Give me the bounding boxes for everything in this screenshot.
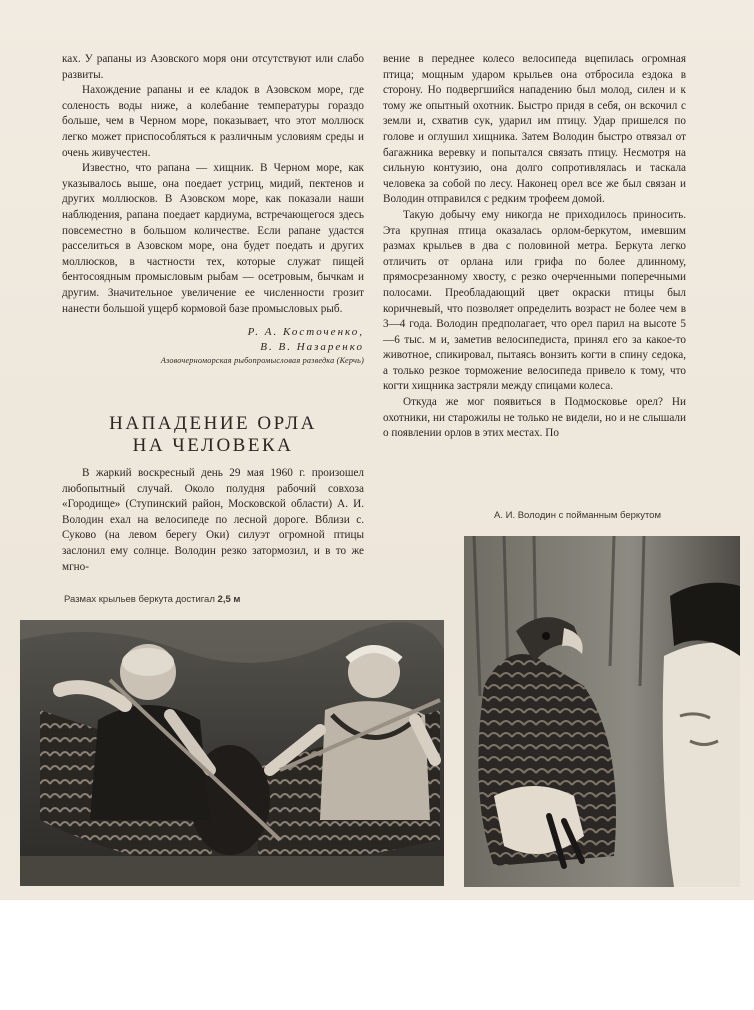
caption-value: 2,5 м <box>217 594 241 605</box>
photo-caption-portrait: А. И. Володин с пойманным беркутом <box>494 510 661 521</box>
article-paragraph: ках. У рапаны из Азовского моря они отсутствуют или слабо развиты. <box>62 53 364 81</box>
article-headline <box>62 413 364 457</box>
headline-line: НА ЧЕЛОВЕКА <box>132 435 294 456</box>
article-paragraph: В жаркий воскресный день 29 мая 1960 г. произошел любопытный случай. Около полудня рабочий совхоза «Городище» (Ступинский район, Московской области) А. И. Володин ехал на велосипеде по лесной дороге. Вблизи с. Суково (на левом берегу Оки) силуэт огромной птицы заслонил ему солнце. Володин резко затормозил, и в то же мгно- <box>62 467 364 573</box>
article-paragraph: Откуда же мог появиться в Подмосковье орел? Ни охотники, ни старожилы не только не видели, но и не слышали о появлении орлов в этих местах. По <box>383 396 686 440</box>
photo-men-with-eagle-wings-image <box>20 620 444 886</box>
photo-man-with-golden-eagle <box>464 536 740 887</box>
caption-text: Размах крыльев беркута достигал <box>64 594 215 605</box>
author-signature: Р. А. Косточенко, <box>247 326 364 339</box>
author-organization: Азовочерноморская рыбопромысловая разведка (Керчь) <box>160 356 364 366</box>
article-paragraph: Нахождение рапаны и ее кладок в Азовском море, где соленость воды ниже, а колебание температуры гораздо больше, чем в Черном море, показывает, что этот моллюск легко может приспособляться к различным условиям среды и очень живучестен. <box>62 84 364 159</box>
page-bottom-margin <box>0 900 754 1010</box>
photo-caption-wingspan <box>64 594 240 606</box>
author-signature: В. В. Назаренко <box>260 341 364 354</box>
headline-line: НАПАДЕНИЕ ОРЛА <box>109 413 317 434</box>
article-rapana-column <box>62 52 364 367</box>
article-paragraph: Такую добычу ему никогда не приходилось приносить. Эта крупная птица оказалась орлом-беркутом, имевшим размах крыльев в два с половиной метра. Беркута легко отличить от орлана или грифа по более длинному, прямосрезанному хвосту, с резко очерченными поперечными полосами. Преобладающий цвет окраски птицы был коричневый, что позволяет определить возраст не более чем в 3—4 года. Володин предполагает, что орел парил на высоте 5—6 тыс. м и, заметив велосипедиста, принял его за какое-то животное, спикировал, пытаясь вонзить когти в спину седока, а только резкое торможение велосипеда привело к тому, что когти хищника застряли между спицами колеса. <box>383 208 686 393</box>
article-eagle-intro <box>62 466 364 575</box>
photo-man-with-golden-eagle-image <box>464 536 740 887</box>
article-paragraph: Известно, что рапана — хищник. В Черном море, как указывалось выше, она поедает устриц, мидий, пектенов и других моллюсков. В Азовском море, как показали наши наблюдения, рапана поедает кардиума, встречающегося здесь повсеместно в большом количестве. Если рапане удастся расселиться в Азовском море, она будет поедать и других моллюсков, в частности тех, которые служат пищей бентосоядным промысловым рыбам — осетровым, бычкам и другим. Значительное увеличение ее численности грозит нанести большой ущерб кормовой базе промысловых рыб. <box>62 162 364 315</box>
article-paragraph: вение в переднее колесо велосипеда вцепилась огромная птица; мощным ударом крыльев она отбросила ездока в сторону. Но подвергшийся нападению был молод, силен и к тому же опытный охотник. Быстро придя в себя, он вскочил с земли и, схватив сук, ударил им птицу. Удар пришелся по голове и оглушил хищника. Затем Володин быстро отвязал от багажника веревку и попытался связать птицу. Несмотря на сильную контузию, она долго сопротивлялась и таскала человека за собой по лесу. Наконец орел все же был связан и Володин отправился с редким трофеем домой. <box>383 53 686 206</box>
article-eagle-column <box>383 52 686 442</box>
photo-men-with-eagle-wings <box>20 620 444 886</box>
